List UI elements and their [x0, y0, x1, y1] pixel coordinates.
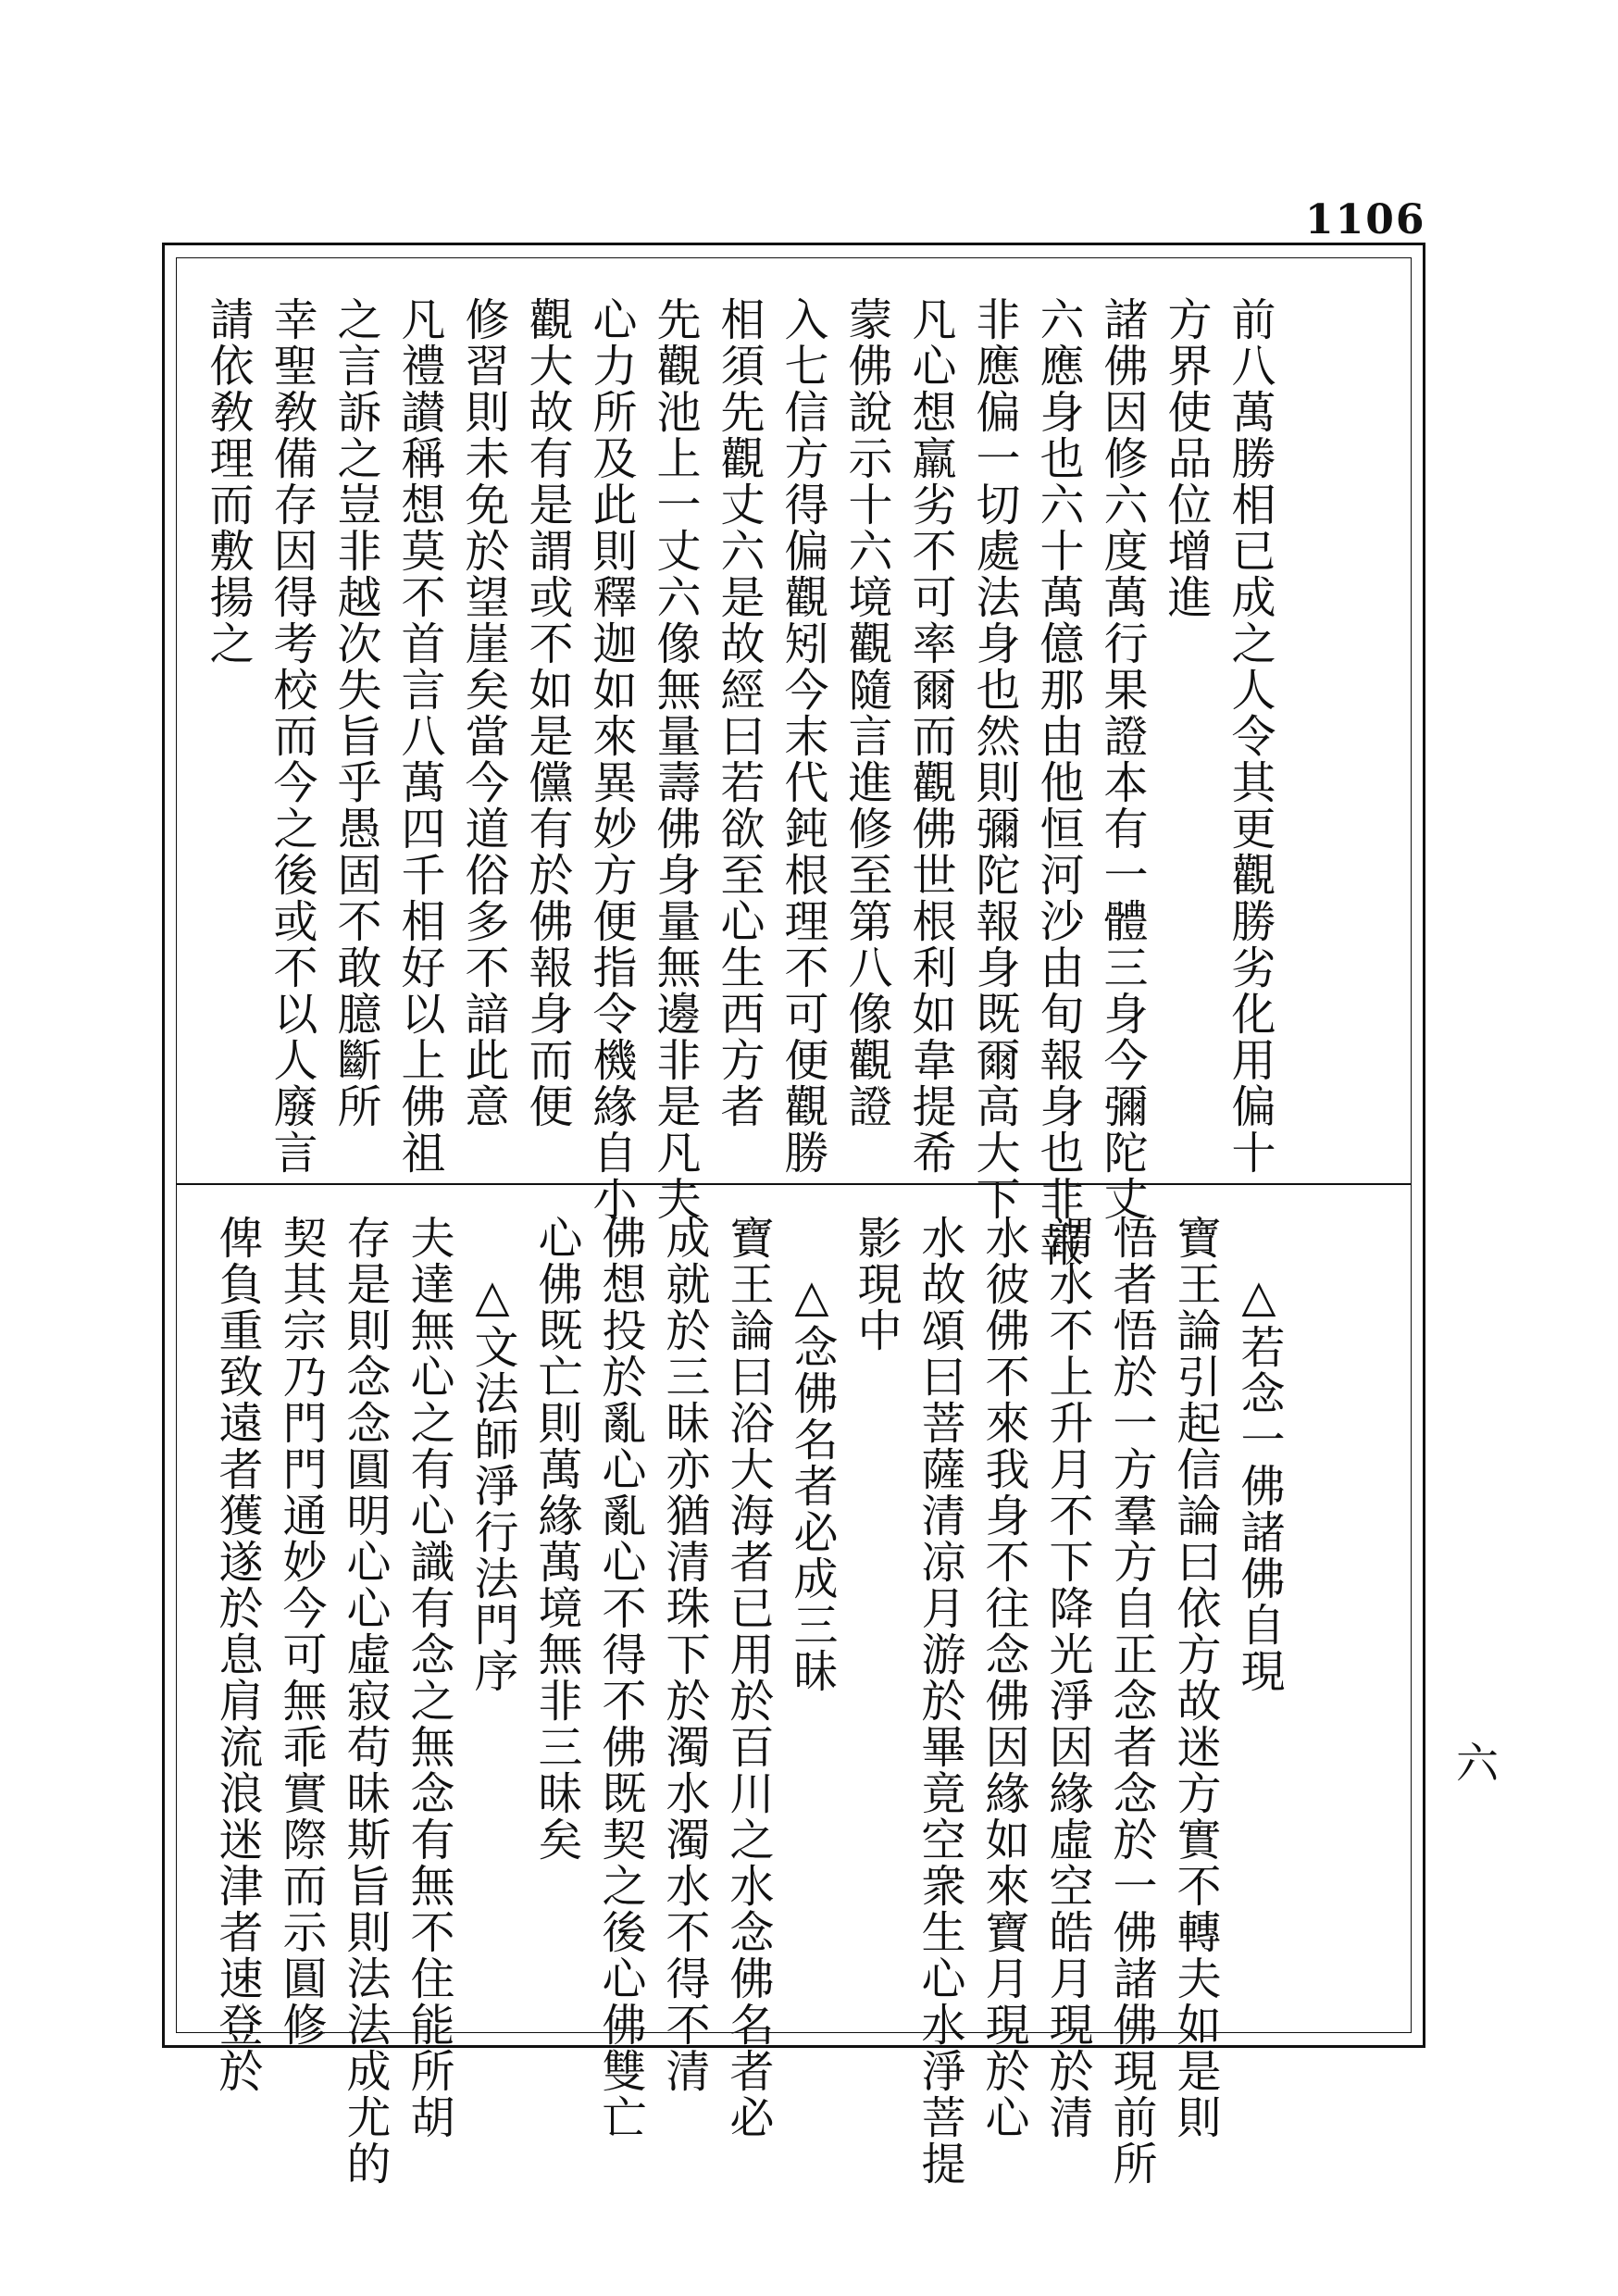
text-column: 凡禮讃稱想莫不首言八萬四千相好以上佛祖 [393, 296, 445, 1176]
text-column: 入七信方得偏觀矧今末代鈍根理不可便觀勝 [777, 296, 828, 1176]
text-column: 觀大故有是謂或不如是儻有於佛報身而便 [521, 296, 573, 1129]
text-column: 夫達無心之有心識有念之無念有無不住能所胡 [403, 1215, 454, 2140]
section-divider [176, 1183, 1412, 1185]
text-column: 寶王論曰浴大海者已用於百川之水念佛名者必 [722, 1215, 774, 2140]
text-column: 之言訴之豈非越次失旨乎愚固不敢臆斷所 [330, 296, 381, 1129]
text-column: 相須先觀丈六是故經曰若欲至心生西方者 [713, 296, 765, 1129]
text-column: 凡心想羸劣不可率爾而觀佛世根利如韋提希 [904, 296, 956, 1176]
section-heading: △文法師淨行法門序 [467, 1270, 518, 1694]
text-column: 寶王論引起信論曰依方故迷方實不轉夫如是則 [1169, 1215, 1221, 2140]
text-column: 六應身也六十萬億那由他恒河沙由旬報身也非報 [1032, 296, 1084, 1268]
page-number: 1106 [1305, 196, 1426, 243]
section-heading: △念佛名者必成三昧 [786, 1270, 838, 1694]
text-column: 悟者悟於一方羣方自正念者念於一佛諸佛現前所 [1105, 1215, 1157, 2187]
text-column: 成就於三昧亦猶清珠下於濁水濁水不得不清 [658, 1215, 710, 2094]
text-column: 契其宗乃門門通妙今可無乖實際而示圓修 [275, 1215, 327, 2048]
text-column: 方界使品位增進 [1160, 296, 1212, 620]
text-column: 俾負重致遠者獲遂於息肩流浪迷津者速登於 [211, 1215, 263, 2094]
text-column: 水故頌曰菩薩清凉月游於畢竟空衆生心水淨菩提 [914, 1215, 965, 2187]
text-column: 非應偏一切處法身也然則彌陀報身既爾高大下 [968, 296, 1020, 1222]
text-column: 幸聖敎備存因得考校而今之後或不以人廢言 [266, 296, 317, 1176]
upper-text-block [202, 296, 1276, 1268]
text-column: 水彼佛不來我身不往念佛因緣如來寶月現於心 [977, 1215, 1029, 2140]
text-column: 影現中 [850, 1215, 902, 1354]
text-column: 諸佛因修六度萬行果證本有一體三身今彌陀丈 [1096, 296, 1148, 1222]
text-column: 修習則未免於望崖矣當今道俗多不諳此意 [457, 296, 509, 1129]
text-column: 佛想投於亂心亂心不得不佛既契之後心佛雙亡 [594, 1215, 646, 2140]
text-column: 請依敎理而敷揚之 [202, 296, 254, 667]
lower-text-block [211, 1215, 1285, 2187]
text-column: 心力所及此則釋迦如來異妙方便指令機緣自小 [585, 296, 637, 1222]
text-column: 前八萬勝相已成之人令其更觀勝劣化用偏十 [1224, 296, 1276, 1176]
text-column: 先觀池上一丈六像無量壽佛身量無邊非是凡夫 [649, 296, 701, 1222]
margin-numeral: 六 [1450, 1741, 1500, 1783]
text-column: 謂水不上升月不下降光淨因緣虛空皓月現於清 [1041, 1215, 1093, 2140]
section-heading: △若念一佛諸佛自現 [1233, 1270, 1285, 1694]
text-column: 心佛既亡則萬緣萬境無非三昧矣 [530, 1215, 582, 1863]
text-column: 蒙佛說示十六境觀隨言進修至第八像觀證 [840, 296, 892, 1129]
text-column: 存是則念念圓明心心虛寂苟昧斯旨則法法成尤的 [339, 1215, 391, 2187]
